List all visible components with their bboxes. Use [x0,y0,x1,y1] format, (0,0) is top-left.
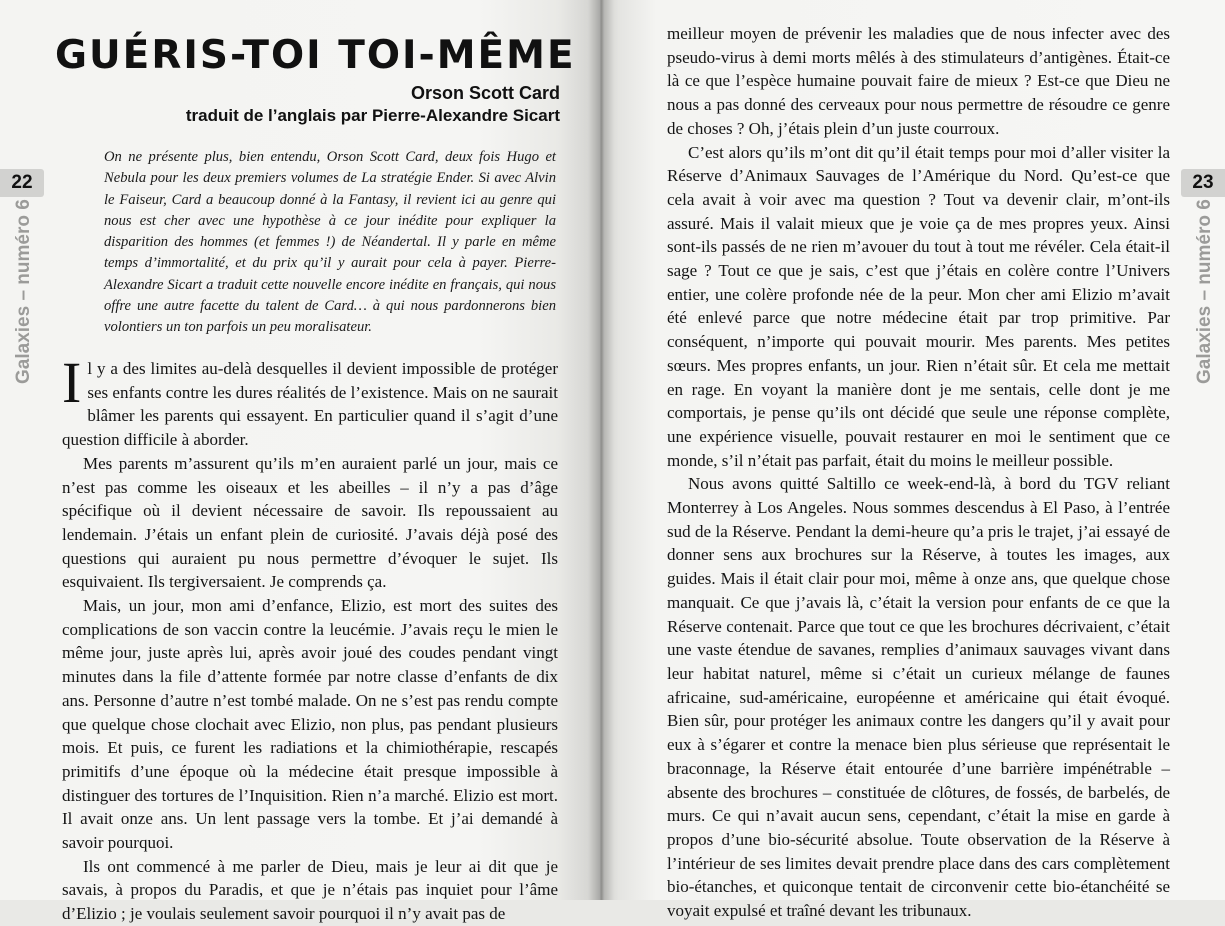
body-paragraph-5: meilleur moyen de prévenir les maladies que de nous infecter avec des pseudo-virus à demi morts mêlés à des stimulateurs d’antigènes. Était-ce là ce que l’espèce humaine pouvait faire de mieux ? Est-ce que Dieu ne nous a pas donné des cerveaux pour nous permettre de résoudre ce genre de choses ? Oh, j’étais plein d’un juste courroux. [667,24,1170,138]
body-paragraph-6: C’est alors qu’ils m’ont dit qu’il était temps pour moi d’aller visiter la Réserve d’Animaux Sauvages de l’Amérique du Nord. Qu’est-ce que cela avait à voir avec ma question ? Tout va devenir clair, m’ont-ils assuré. Mais il valait mieux que je voie ça de mes propres yeux. Ainsi sont-ils passés de ne rien m’avouer du tout à tout me révéler. Cela était-il sage ? Tout ce que je sais, c’est que j’étais en colère contre l’Univers entier, une colère profonde née de la peur. Mon cher ami Elizio m’avait été enlevé parce que notre médecine était par trop primitive. Par conséquent, n’importe qui pouvait mourir. Mes parents. Mes petites sœurs. Mes propres enfants, un jour. Rien n’était sûr. Et cela me mettait en rage. En voyant la manière dont je me sentais, celle dont je me comportais, je pense qu’ils ont décidé que seule une réponse complète, une expérience visuelle, pouvait restaurer en moi le sentiment que ce monde, s’il n’était pas parfait, était du moins le meilleur possible. [667,142,1170,470]
paragraph-text: l y a des limites au-delà desquelles il devient impossible de protéger ses enfants contre les dures réalités de l’existence. Mais on ne saurait blâmer les parents qui essayent. En particulier quand il s’agit d’une question difficile à aborder. [62,359,558,450]
body-paragraph-2: Mes parents m’assurent qu’ils m’en auraient parlé un jour, mais ce n’est pas comme les oiseaux et les abeilles – il n’y a pas d’âge spécifique où il devient nécessaire de savoir. Ils repoussaient au lendemain. J’étais un enfant plein de curiosité. J’avais déjà posé des questions qui auraient pu nous permettre d’évoquer le sujet. Ils esquivaient. Ils tergiversaient. Je comprends ça. [62,453,558,592]
intro-paragraph: On ne présente plus, bien entendu, Orson Scott Card, deux fois Hugo et Nebula pour les deux premiers volumes de La stratégie Ender. Si avec Alvin le Faiseur, Card a beaucoup donné à la Fantasy, il revient ici au genre qui nous est cher avec une hypothèse à ce jour inédite pour expliquer la disparition des hommes (et femmes !) de Néandertal. Il y parle en même temps d’immortalité, et du prix qu’il y aurait pour cela à payer. Pierre-Alexandre Sicart a traduit cette nouvelle encore inédite en français, qui nous offre une autre facette du talent de Card… à qui nous pardonnerons bien volontiers un ton parfois un peu moralisateur. [104,149,556,336]
body-paragraph-3: Mais, un jour, mon ami d’enfance, Elizio, est mort des suites des complications de son vaccin contre la leucémie. J’avais reçu le mien le même jour, juste après lui, après avoir joué des coudes pendant vingt minutes dans la file d’attente formée par notre classe d’enfants de dix ans. Personne d’autre n’est tombé malade. On ne s’est pas rendu compte que quelque chose clochait avec Elizio, non plus, pas pendant plusieurs mois. Et puis, ce furent les radiations et la chimiothérapie, rescapés primitifs d’une époque où la médecine était presque impossible à distinguer des tortures de l’Inquisition. Rien n’a marché. Elizio est mort. Il avait onze ans. Un lent passage vers la tombe. Et j’ai demandé à savoir pourquoi. [62,596,558,853]
book-gutter [588,0,614,900]
magazine-running-title-right: Galaxies – numéro 6 [1194,199,1215,384]
left-page [0,0,600,924]
page-number-right: 23 [1181,169,1225,197]
story-title: GUÉRIS-TOI TOI-MÊME [55,33,576,78]
drop-cap: I [62,350,82,415]
story-author: Orson Scott Card [410,83,560,103]
right-body-text [667,22,1170,923]
body-paragraph-4: Ils ont commencé à me parler de Dieu, mais je leur ai dit que je savais, à propos du Paradis, et que je n’étais pas inquiet pour l’âme d’Elizio ; je voulais seulement savoir pourquoi il n’y avait pas de [62,856,558,924]
body-paragraph-7: Nous avons quitté Saltillo ce week-end-là, à bord du TGV reliant Monterrey à Los Angeles. Nous sommes descendus à El Paso, à l’entrée sud de la Réserve. Pendant la demi-heure qu’a pris le trajet, j’ai essayé de donner sens aux brochures sur la Réserve, à toutes les images, aux guides. Mais il était clair pour moi, même à onze ans, que quelque chose manquait. Ce que j’avais là, c’était la version pour enfants de ce que la Réserve contenait. Parce que tout ce que les brochures décrivaient, c’était une vaste étendue de savanes, remplies d’animaux sauvages vivant dans leur habitat naturel, même si c’était un curieux mélange de faunes africaine, sud-américaine, européenne et américaine qui était évoqué. Bien sûr, pour protéger les animaux contre les dangers qu’il y avait pour eux à s’égarer et contre la menace bien plus sérieuse que représentait le braconnage, la Réserve était entourée d’une barrière impénétrable – absente des brochures – constituée de clôtures, de fossés, de barbelés, de murs. Ce qui n’avait aucun sens, cependant, c’était la mise en garde à propos d’une bio-sécurité absolue. Toute observation de la Réserve à l’intérieur de ses limites devait prendre place dans des cars complètement bio-étanches, et quiconque tentait de circonvenir cette bio-étanchéité se voyait expulsé et traîné devant les tribunaux. [667,474,1170,921]
left-body-text [62,350,558,926]
body-paragraph-1 [62,350,558,452]
story-translator: traduit de l’anglais par Pierre-Alexandre Sicart [185,106,560,125]
magazine-running-title-left: Galaxies – numéro 6 [13,199,34,384]
page-number-left: 22 [0,169,44,197]
